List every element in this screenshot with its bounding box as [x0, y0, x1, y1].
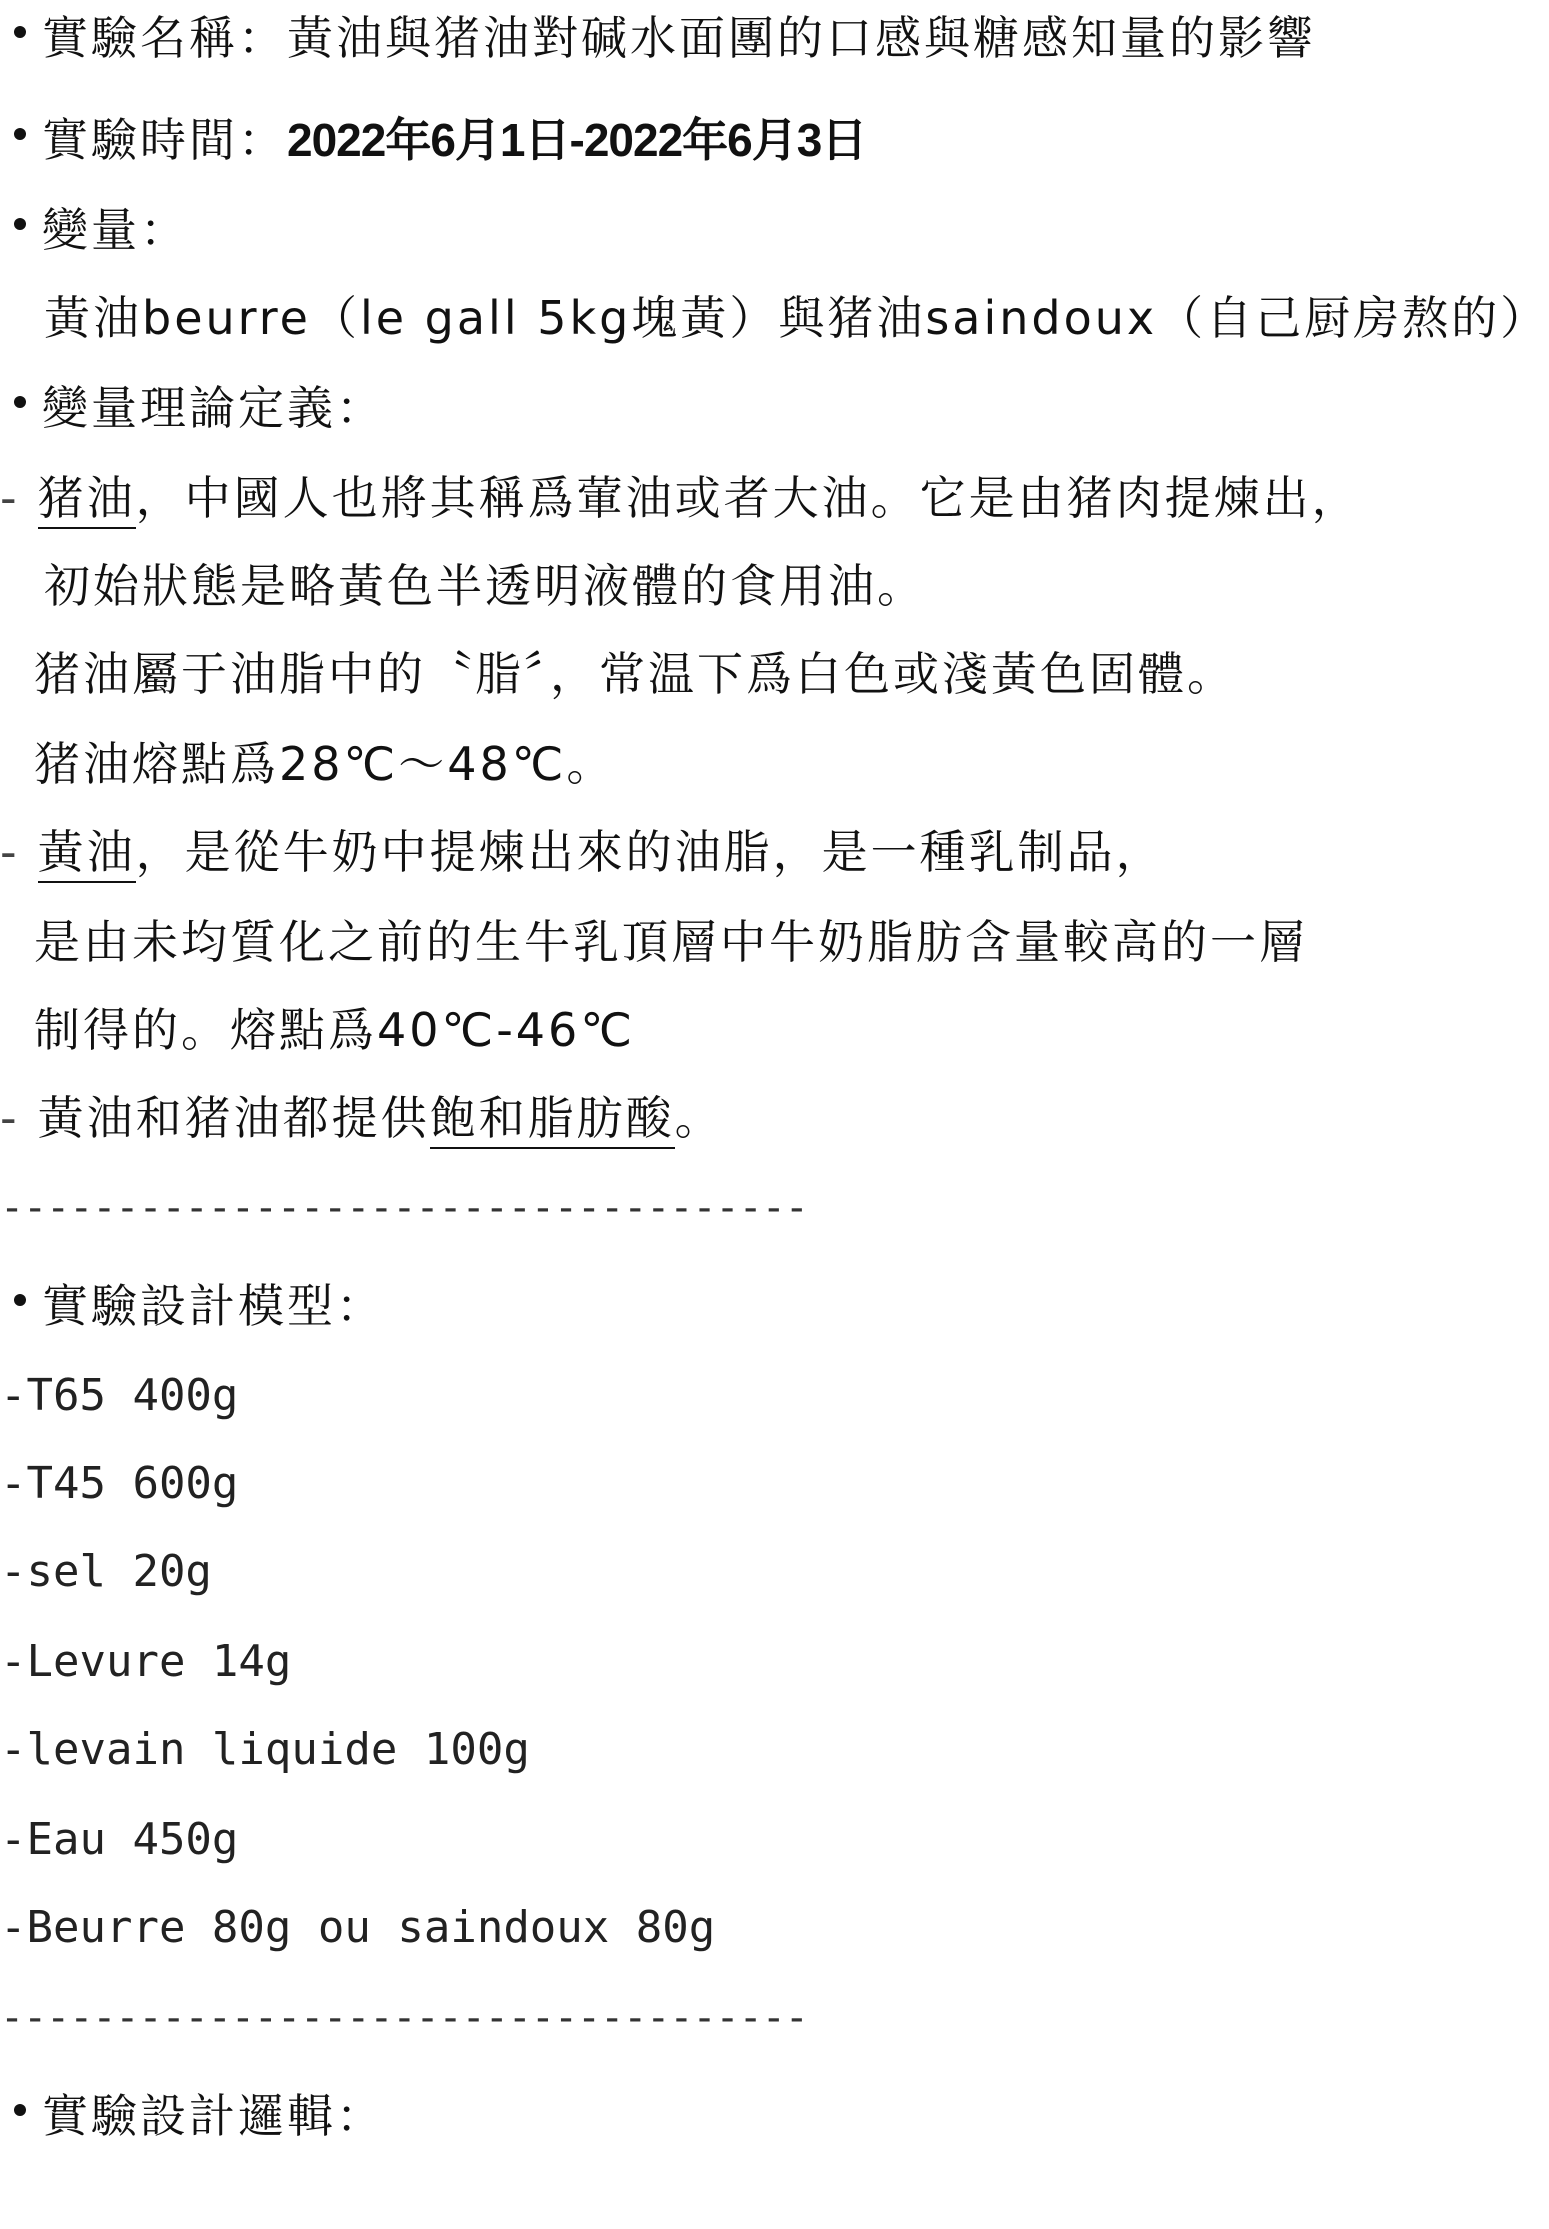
ingredient-item: -Eau 450g — [0, 1814, 239, 1865]
lard-definition-line-2: 初始狀態是略黃色半透明液體的食用油。 — [44, 559, 926, 613]
saturated-fat-suffix: 。 — [674, 1091, 724, 1145]
design-logic-row — [14, 2086, 385, 2146]
bullet-icon — [14, 26, 26, 38]
lard-definition-line-4: 猪油熔點爲28℃～48℃。 — [34, 737, 616, 791]
definition-label: 變量理論定義： — [42, 381, 385, 435]
saturated-fat-prefix: 黃油和猪油都提供 — [37, 1091, 430, 1145]
ingredient-item: -Levure 14g — [0, 1636, 292, 1687]
list-dash: - — [0, 1091, 20, 1145]
butter-term: 黃油 — [38, 825, 136, 883]
separator-line: ----------------------------------- — [0, 1185, 808, 1231]
design-model-row — [14, 1276, 385, 1336]
experiment-name-label: 實驗名稱： — [42, 11, 287, 65]
ingredient-item: -T45 600g — [0, 1458, 239, 1509]
lard-line-1-rest: ，中國人也將其稱爲葷油或者大油。它是由猪肉提煉出， — [135, 471, 1361, 525]
experiment-time-row — [14, 110, 866, 170]
variable-label: 變量： — [42, 203, 189, 257]
list-dash: - — [0, 825, 20, 879]
bullet-icon — [14, 396, 26, 408]
lard-definition-line-3: 猪油屬于油脂中的〝脂〞，常温下爲白色或淺黃色固體。 — [34, 647, 1236, 701]
design-model-label: 實驗設計模型： — [42, 1279, 385, 1333]
ingredient-item: -levain liquide 100g — [0, 1724, 530, 1775]
bullet-icon — [14, 2104, 26, 2116]
ingredient-item: -sel 20g — [0, 1546, 212, 1597]
ingredient-item: -T65 400g — [0, 1370, 239, 1421]
experiment-name-value: 黃油與猪油對碱水面團的口感與糖感知量的影響 — [287, 11, 1316, 65]
definition-row — [14, 378, 385, 438]
lard-definition-line-1 — [0, 468, 1361, 528]
saturated-fat-line — [0, 1088, 724, 1148]
saturated-fat-term: 飽和脂肪酸 — [430, 1091, 675, 1149]
butter-definition-line-3: 制得的。熔點爲40℃-46℃ — [34, 1003, 635, 1057]
bullet-icon — [14, 218, 26, 230]
variable-row — [14, 200, 189, 260]
experiment-time-value: 2022年6月1日-2022年6月3日 — [287, 114, 867, 166]
bullet-icon — [14, 128, 26, 140]
separator-line: ----------------------------------- — [0, 1995, 808, 2041]
variable-value: 黃油beurre（le gall 5kg塊黃）與猪油saindoux（自己厨房熬的） — [44, 291, 1549, 345]
experiment-name-row — [14, 8, 1316, 68]
experiment-time-label: 實驗時間： — [42, 113, 287, 167]
butter-definition-line-2: 是由未均質化之前的生牛乳頂層中牛奶脂肪含量較高的一層 — [34, 915, 1308, 969]
design-logic-label: 實驗設計邏輯： — [42, 2089, 385, 2143]
ingredient-item: -Beurre 80g ou saindoux 80g — [0, 1902, 716, 1953]
bullet-icon — [14, 1294, 26, 1306]
lard-term: 猪油 — [38, 471, 136, 529]
butter-line-1-rest: ，是從牛奶中提煉出來的油脂，是一種乳制品， — [135, 825, 1165, 879]
butter-definition-line-1 — [0, 822, 1165, 882]
list-dash: - — [0, 471, 20, 525]
